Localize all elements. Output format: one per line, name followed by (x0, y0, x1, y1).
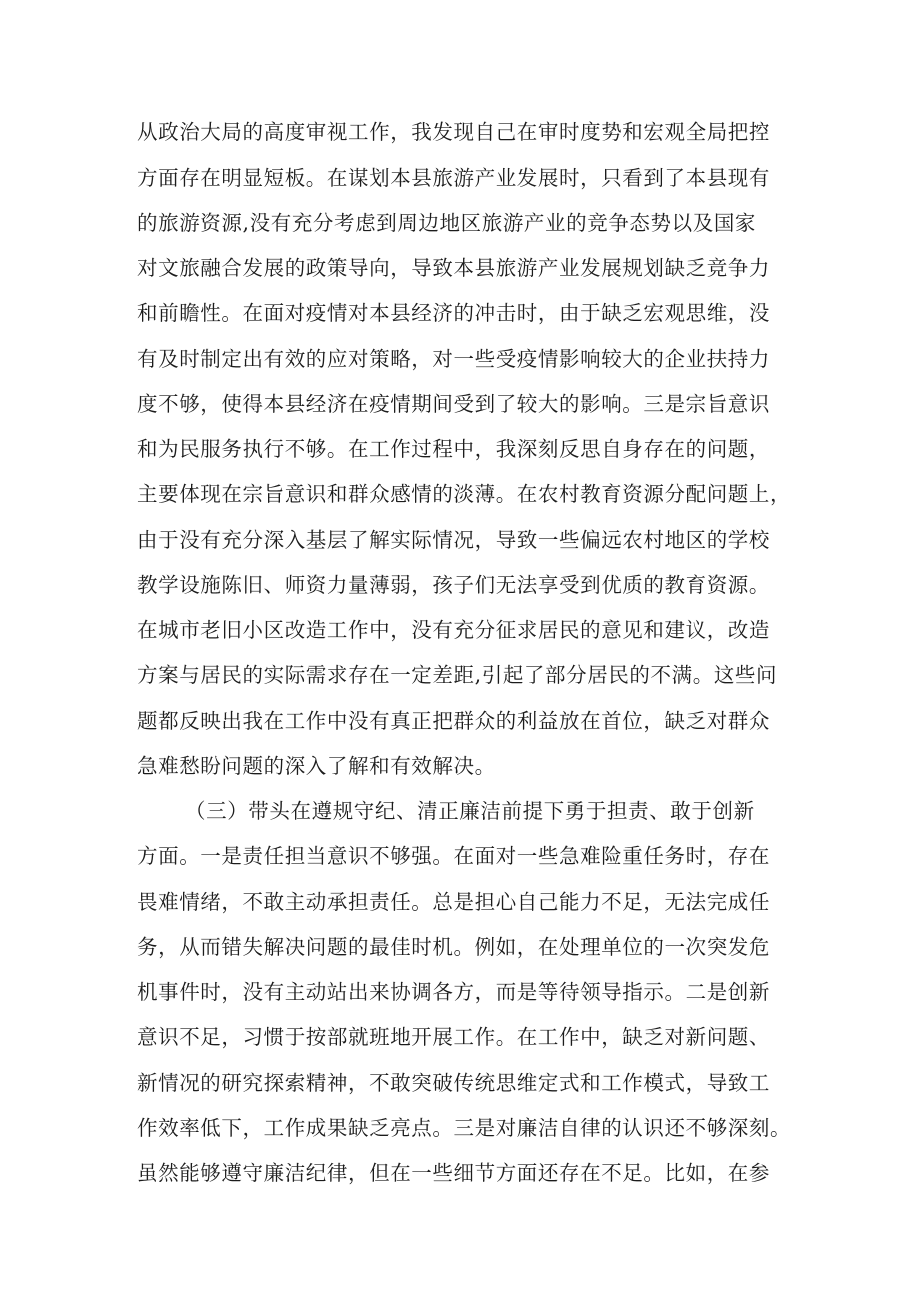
text-line: 从政治大局的高度审视工作，我发现自己在审时度势和宏观全局把控 (137, 120, 770, 144)
text-line: 对文旅融合发展的政策导向，导致本县旅游产业发展规划缺乏竞争力 (137, 256, 770, 280)
text-line: 务，从而错失解决问题的最佳时机。例如，在处理单位的一次突发危 (137, 935, 770, 959)
text-line: 度不够，使得本县经济在疫情期间受到了较大的影响。三是宗旨意识 (137, 392, 770, 416)
text-line: 和为民服务执行不够。在工作过程中，我深刻反思自身存在的问题， (137, 437, 770, 461)
text-line: 方面存在明显短板。在谋划本县旅游产业发展时，只看到了本县现有 (137, 166, 770, 190)
text-line: 教学设施陈旧、师资力量薄弱，孩子们无法享受到优质的教育资源。 (137, 573, 770, 597)
text-line: 由于没有充分深入基层了解实际情况，导致一些偏远农村地区的学校 (137, 528, 770, 552)
text-line: 有及时制定出有效的应对策略，对一些受疫情影响较大的企业扶持力 (137, 347, 770, 371)
text-line: 主要体现在宗旨意识和群众感情的淡薄。在农村教育资源分配问题上， (137, 482, 792, 506)
text-line: 作效率低下，工作成果缺乏亮点。三是对廉洁自律的认识还不够深刻。 (137, 1116, 792, 1140)
text-line: 的旅游资源,没有充分考虑到周边地区旅游产业的竞争态势以及国家 (137, 211, 757, 235)
text-line: 急难愁盼问题的深入了解和有效解决。 (137, 754, 496, 778)
text-line: 题都反映出我在工作中没有真正把群众的利益放在首位，缺乏对群众 (137, 709, 770, 733)
section-heading-line: （三）带头在遵规守纪、清正廉洁前提下勇于担责、敢于创新 (185, 799, 755, 823)
text-line: 在城市老旧小区改造工作中，没有充分征求居民的意见和建议，改造 (137, 618, 770, 642)
text-line: 方面。一是责任担当意识不够强。在面对一些急难险重任务时，存在 (137, 844, 770, 868)
text-line: 方案与居民的实际需求存在一定差距,引起了部分居民的不满。这些问 (137, 663, 778, 687)
text-line: 新情况的研究探索精神，不敢突破传统思维定式和工作模式，导致工 (137, 1071, 770, 1095)
text-line: 意识不足，习惯于按部就班地开展工作。在工作中，缺乏对新问题、 (137, 1025, 770, 1049)
text-line: 和前瞻性。在面对疫情对本县经济的冲击时，由于缺乏宏观思维，没 (137, 301, 770, 325)
text-line: 虽然能够遵守廉洁纪律，但在一些细节方面还存在不足。比如，在参 (137, 1161, 770, 1185)
text-line: 畏难情绪，不敢主动承担责任。总是担心自己能力不足，无法完成任 (137, 890, 770, 914)
text-line: 机事件时，没有主动站出来协调各方，而是等待领导指示。二是创新 (137, 980, 770, 1004)
